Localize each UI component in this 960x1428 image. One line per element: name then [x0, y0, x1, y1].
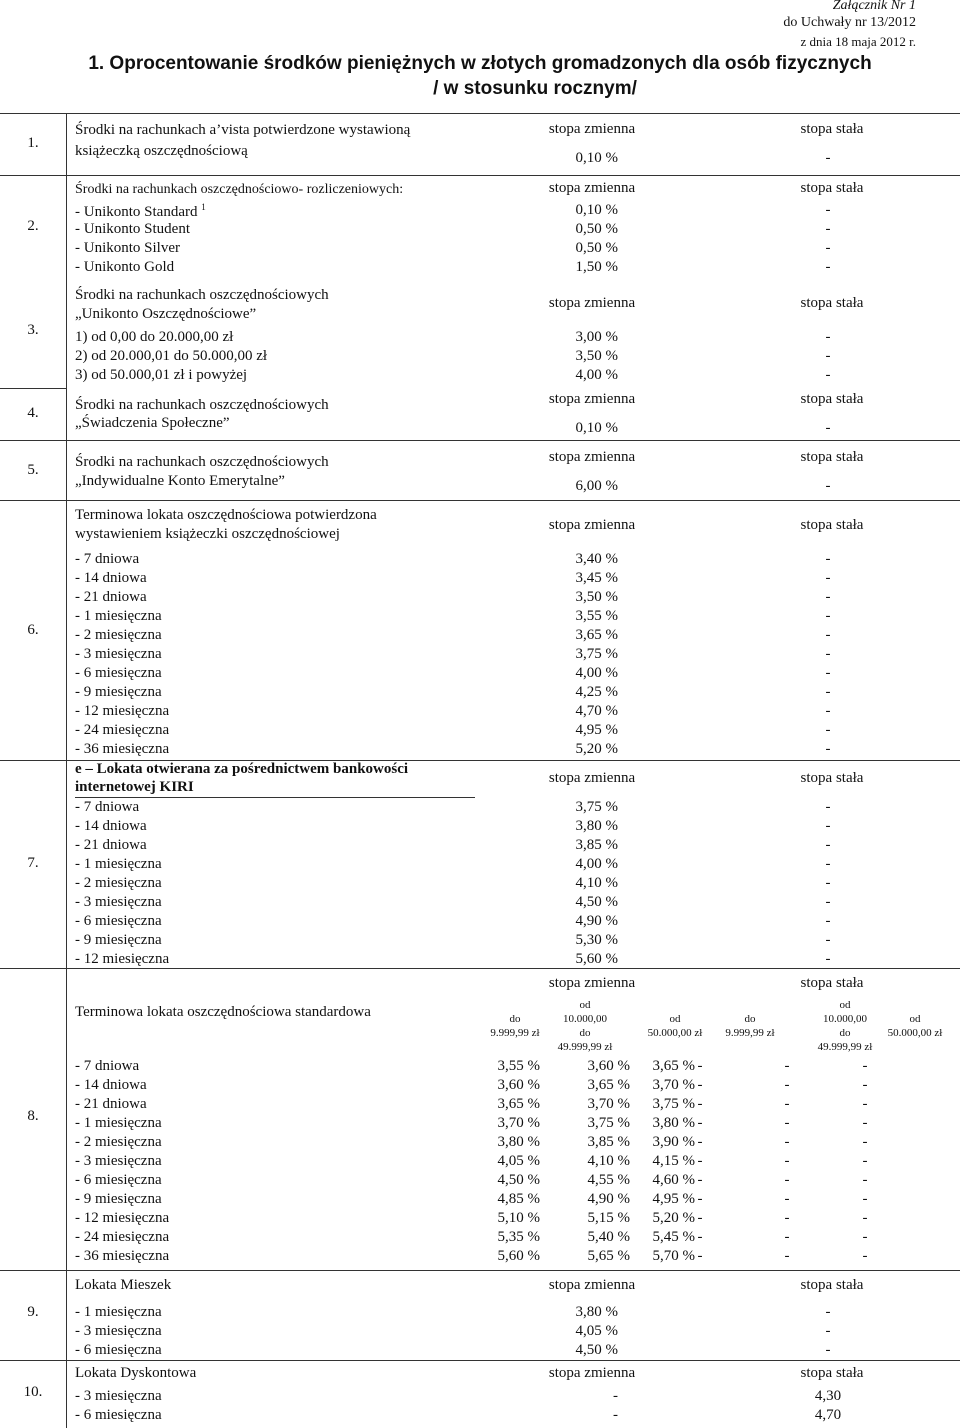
s1-title-line2: książeczką oszczędnościową — [75, 143, 248, 159]
fixed-rate: - — [825, 818, 831, 834]
col-header-fixed: stopa stała — [800, 121, 864, 137]
variable-rate: 3,65 % — [587, 1077, 630, 1093]
row-number: 9. — [27, 1304, 39, 1320]
variable-rate: - — [613, 1388, 618, 1404]
bracket-line: od — [669, 1013, 681, 1025]
fixed-rate: - — [825, 703, 831, 719]
resolution-label: do Uchwały nr 13/2012 — [783, 15, 916, 30]
bracket-line: 10.000,00 — [563, 1013, 607, 1025]
annex-label: Załącznik Nr 1 — [832, 0, 916, 13]
list-item-label: - 14 dniowa — [75, 570, 147, 586]
fixed-rate: - — [825, 894, 831, 910]
list-item-label: - 3 miesięczna — [75, 1153, 162, 1169]
fixed-rate: - — [697, 1248, 703, 1264]
variable-rate: 5,40 % — [587, 1229, 630, 1245]
list-item-label: - 3 miesięczna — [75, 646, 162, 662]
s2-title: Środki na rachunkach oszczędnościowo- rozliczeniowych: — [75, 182, 404, 197]
fixed-rate: - — [697, 1210, 703, 1226]
fixed-rate: - — [784, 1229, 790, 1245]
fixed-rate: - — [697, 1058, 703, 1074]
row-divider — [0, 440, 960, 441]
variable-rate: 3,60 % — [497, 1077, 540, 1093]
variable-rate: 5,60 % — [497, 1248, 540, 1264]
fixed-rate: - — [825, 799, 831, 815]
row-divider — [0, 1270, 960, 1271]
variable-rate: 3,55 % — [497, 1058, 540, 1074]
fixed-rate: - — [825, 608, 831, 624]
variable-rate: 4,55 % — [587, 1172, 630, 1188]
bracket-line: od — [839, 999, 851, 1011]
fixed-rate: - — [825, 837, 831, 853]
variable-rate: 3,50 % — [575, 589, 618, 605]
bracket-line: 10.000,00 — [823, 1013, 867, 1025]
row-number: 10. — [23, 1384, 43, 1400]
fixed-rate: - — [862, 1058, 868, 1074]
col-header-variable: stopa zmienna — [548, 449, 636, 465]
list-item-label: - 12 miesięczna — [75, 951, 170, 967]
bracket-line: 49.999,99 zł — [817, 1041, 873, 1053]
col-header-variable: stopa zmienna — [548, 1277, 636, 1293]
fixed-rate: - — [697, 1115, 703, 1131]
fixed-rate: - — [862, 1172, 868, 1188]
fixed-rate: - — [825, 913, 831, 929]
s6-title-line2: wystawieniem książeczki oszczędnościowej — [75, 526, 340, 542]
col-header-variable: stopa zmienna — [548, 770, 636, 786]
fixed-rate: - — [784, 1058, 790, 1074]
s5-variable-rate: 6,00 % — [575, 478, 618, 494]
variable-rate: 5,15 % — [587, 1210, 630, 1226]
fixed-rate: - — [784, 1172, 790, 1188]
row-number: 1. — [27, 135, 39, 151]
bracket-line: od — [909, 1013, 921, 1025]
list-item-label: - 7 dniowa — [75, 1058, 140, 1074]
list-item-label: - 14 dniowa — [75, 1077, 147, 1093]
variable-rate: 4,90 % — [587, 1191, 630, 1207]
fixed-rate: - — [862, 1115, 868, 1131]
variable-rate: 0,50 % — [575, 240, 618, 256]
variable-rate: 4,50 % — [497, 1172, 540, 1188]
fixed-rate: - — [825, 329, 831, 345]
list-item-label: - 36 miesięczna — [75, 741, 170, 757]
fixed-rate: - — [825, 202, 831, 218]
list-item-label: 2) od 20.000,01 do 50.000,00 zł — [75, 348, 268, 364]
variable-rate: 4,60 % — [652, 1172, 695, 1188]
fixed-rate: - — [697, 1134, 703, 1150]
fixed-rate: - — [697, 1077, 703, 1093]
row-number: 7. — [27, 855, 39, 871]
variable-rate: 5,70 % — [652, 1248, 695, 1264]
variable-rate: 4,95 % — [575, 722, 618, 738]
list-item-label: - Unikonto Standard $^1$ — [75, 202, 206, 220]
variable-rate: 4,85 % — [497, 1191, 540, 1207]
variable-rate: 3,75 % — [652, 1096, 695, 1112]
row-number: 2. — [27, 218, 39, 234]
row-divider — [0, 388, 66, 389]
list-item-label: - 12 miesięczna — [75, 703, 170, 719]
page-subtitle: / w stosunku rocznym/ — [433, 78, 637, 99]
fixed-rate: - — [825, 367, 831, 383]
row-divider — [0, 968, 960, 969]
row-number: 6. — [27, 622, 39, 638]
s6-title-line1: Terminowa lokata oszczędnościowa potwierdzona — [75, 507, 377, 523]
fixed-rate: 4,70 — [814, 1407, 842, 1423]
list-item-label: - 6 miesięczna — [75, 913, 162, 929]
variable-rate: - — [613, 1407, 618, 1423]
variable-rate: 4,05 % — [575, 1323, 618, 1339]
fixed-rate: - — [697, 1172, 703, 1188]
fixed-rate: - — [784, 1248, 790, 1264]
fixed-rate: - — [862, 1134, 868, 1150]
fixed-rate: - — [825, 951, 831, 967]
bracket-line: 50.000,00 zł — [647, 1027, 703, 1039]
bracket-line: 49.999,99 zł — [557, 1041, 613, 1053]
bracket-line: 9.999,99 zł — [725, 1027, 775, 1039]
variable-rate: 3,65 % — [652, 1058, 695, 1074]
fixed-rate: - — [697, 1096, 703, 1112]
col-header-fixed: stopa stała — [800, 180, 864, 196]
variable-rate: 3,45 % — [575, 570, 618, 586]
list-item-label: - 9 miesięczna — [75, 1191, 162, 1207]
fixed-rate: - — [784, 1077, 790, 1093]
s5-title-line1: Środki na rachunkach oszczędnościowych — [75, 454, 329, 470]
bracket-line: do — [839, 1027, 851, 1039]
list-item-label: - Unikonto Gold — [75, 259, 175, 275]
fixed-rate: - — [862, 1248, 868, 1264]
list-item-label: - 3 miesięczna — [75, 1323, 162, 1339]
row-divider — [0, 1360, 960, 1361]
fixed-rate: - — [784, 1096, 790, 1112]
variable-rate: 3,00 % — [575, 329, 618, 345]
variable-rate: 4,70 % — [575, 703, 618, 719]
variable-rate: 4,90 % — [575, 913, 618, 929]
s5-title-line2: „Indywidualne Konto Emerytalne” — [75, 473, 285, 489]
variable-rate: 4,00 % — [575, 856, 618, 872]
list-item-label: - 7 dniowa — [75, 799, 140, 815]
variable-rate: 3,50 % — [575, 348, 618, 364]
list-item-label: - 1 miesięczna — [75, 856, 162, 872]
fixed-rate: - — [862, 1191, 868, 1207]
s7-title-line1: e – Lokata otwierana za pośrednictwem bankowości — [75, 761, 409, 777]
row-divider — [0, 500, 960, 501]
col-header-variable: stopa zmienna — [548, 180, 636, 196]
fixed-rate: - — [825, 856, 831, 872]
variable-rate: 5,10 % — [497, 1210, 540, 1226]
row-divider — [0, 175, 960, 176]
fixed-rate: - — [825, 551, 831, 567]
fixed-rate: - — [825, 240, 831, 256]
variable-rate: 3,65 % — [575, 627, 618, 643]
variable-rate: 0,10 % — [575, 202, 618, 218]
s1-variable-rate: 0,10 % — [575, 150, 618, 166]
list-item-label: - 2 miesięczna — [75, 875, 162, 891]
table-top-border — [0, 113, 960, 114]
list-item-label: - 6 miesięczna — [75, 1172, 162, 1188]
variable-rate: 3,80 % — [575, 1304, 618, 1320]
variable-rate: 3,75 % — [575, 646, 618, 662]
variable-rate: 4,00 % — [575, 367, 618, 383]
list-item-label: - 6 miesięczna — [75, 665, 162, 681]
s7-underline — [75, 797, 475, 798]
fixed-rate: - — [825, 570, 831, 586]
col-header-fixed: stopa stała — [800, 295, 864, 311]
list-item-label: - 1 miesięczna — [75, 608, 162, 624]
fixed-rate: - — [862, 1229, 868, 1245]
list-item-label: - 3 miesięczna — [75, 894, 162, 910]
col-header-variable: stopa zmienna — [548, 295, 636, 311]
fixed-rate: - — [825, 348, 831, 364]
row-number: 3. — [27, 322, 39, 338]
variable-rate: 3,65 % — [497, 1096, 540, 1112]
s10-title: Lokata Dyskontowa — [75, 1365, 197, 1381]
bracket-line: 9.999,99 zł — [490, 1027, 540, 1039]
col-header-variable: stopa zmienna — [548, 121, 636, 137]
fixed-rate: - — [825, 259, 831, 275]
fixed-rate: - — [784, 1210, 790, 1226]
list-item-label: - 6 miesięczna — [75, 1342, 162, 1358]
variable-rate: 3,70 % — [652, 1077, 695, 1093]
row-number: 5. — [27, 462, 39, 478]
fixed-rate: - — [784, 1134, 790, 1150]
fixed-rate: - — [825, 665, 831, 681]
col-header-fixed: stopa stała — [800, 975, 864, 991]
col-header-fixed: stopa stała — [800, 517, 864, 533]
row-number: 8. — [27, 1108, 39, 1124]
fixed-rate: - — [825, 1342, 831, 1358]
col-header-variable: stopa zmienna — [548, 391, 636, 407]
fixed-rate: - — [784, 1191, 790, 1207]
variable-rate: 3,80 % — [652, 1115, 695, 1131]
fixed-rate: - — [784, 1153, 790, 1169]
list-item-label: - 6 miesięczna — [75, 1407, 162, 1423]
variable-rate: 3,85 % — [587, 1134, 630, 1150]
variable-rate: 3,90 % — [652, 1134, 695, 1150]
variable-rate: 3,75 % — [587, 1115, 630, 1131]
list-item-label: - 36 miesięczna — [75, 1248, 170, 1264]
list-item-label: - 2 miesięczna — [75, 1134, 162, 1150]
bracket-line: do — [509, 1013, 521, 1025]
variable-rate: 3,70 % — [497, 1115, 540, 1131]
list-item-label: - 12 miesięczna — [75, 1210, 170, 1226]
variable-rate: 4,50 % — [575, 1342, 618, 1358]
fixed-rate: - — [862, 1077, 868, 1093]
s3-title-line2: „Unikonto Oszczędnościowe” — [75, 306, 257, 322]
variable-rate: 4,05 % — [497, 1153, 540, 1169]
fixed-rate: - — [697, 1191, 703, 1207]
fixed-rate: - — [862, 1153, 868, 1169]
list-item-label: - 21 dniowa — [75, 1096, 147, 1112]
col-header-fixed: stopa stała — [800, 1277, 864, 1293]
list-item-label: - 7 dniowa — [75, 551, 140, 567]
variable-rate: 4,15 % — [652, 1153, 695, 1169]
col-header-fixed: stopa stała — [800, 449, 864, 465]
col-header-variable: stopa zmienna — [548, 517, 636, 533]
variable-rate: 3,40 % — [575, 551, 618, 567]
variable-rate: 4,10 % — [587, 1153, 630, 1169]
variable-rate: 3,60 % — [587, 1058, 630, 1074]
fixed-rate: - — [825, 1323, 831, 1339]
fixed-rate: - — [825, 741, 831, 757]
list-item-label: - 24 miesięczna — [75, 1229, 170, 1245]
variable-rate: 0,50 % — [575, 221, 618, 237]
variable-rate: 3,75 % — [575, 799, 618, 815]
list-item-label: - 14 dniowa — [75, 818, 147, 834]
fixed-rate: - — [825, 932, 831, 948]
variable-rate: 5,35 % — [497, 1229, 540, 1245]
s1-title-line1: Środki na rachunkach a’vista potwierdzone wystawioną — [75, 122, 411, 138]
number-column-divider — [66, 113, 67, 1428]
list-item-label: - 1 miesięczna — [75, 1115, 162, 1131]
s7-title-line2: internetowej KIRI — [75, 779, 194, 795]
fixed-rate: - — [784, 1115, 790, 1131]
s3-title-line1: Środki na rachunkach oszczędnościowych — [75, 287, 329, 303]
fixed-rate: - — [825, 646, 831, 662]
variable-rate: 4,50 % — [575, 894, 618, 910]
list-item-label: - 9 miesięczna — [75, 684, 162, 700]
variable-rate: 5,60 % — [575, 951, 618, 967]
fixed-rate: - — [825, 722, 831, 738]
footnote-marker: 1 — [201, 202, 206, 212]
bracket-line: od — [579, 999, 591, 1011]
variable-rate: 5,65 % — [587, 1248, 630, 1264]
col-header-fixed: stopa stała — [800, 391, 864, 407]
variable-rate: 4,25 % — [575, 684, 618, 700]
list-item-label: - 3 miesięczna — [75, 1388, 162, 1404]
list-item-label: - 24 miesięczna — [75, 722, 170, 738]
s4-title-line1: Środki na rachunkach oszczędnościowych — [75, 397, 329, 413]
date-label: z dnia 18 maja 2012 r. — [800, 34, 916, 49]
list-item-label: - 9 miesięczna — [75, 932, 162, 948]
col-header-variable: stopa zmienna — [548, 975, 636, 991]
variable-rate: 1,50 % — [575, 259, 618, 275]
amount-bracket-header — [540, 998, 630, 1054]
variable-rate: 4,95 % — [652, 1191, 695, 1207]
fixed-rate: - — [862, 1210, 868, 1226]
s1-fixed-rate: - — [825, 150, 831, 166]
variable-rate: 3,80 % — [575, 818, 618, 834]
col-header-variable: stopa zmienna — [548, 1365, 636, 1381]
variable-rate: 5,45 % — [652, 1229, 695, 1245]
variable-rate: 4,10 % — [575, 875, 618, 891]
variable-rate: 3,85 % — [575, 837, 618, 853]
fixed-rate: - — [697, 1229, 703, 1245]
list-item-label: 3) od 50.000,01 zł i powyżej — [75, 367, 248, 383]
fixed-rate: - — [825, 684, 831, 700]
bracket-line: do — [744, 1013, 756, 1025]
s8-title: Terminowa lokata oszczędnościowa standardowa — [75, 1004, 371, 1020]
fixed-rate: - — [825, 221, 831, 237]
s4-fixed-rate: - — [825, 420, 831, 436]
variable-rate: 5,30 % — [575, 932, 618, 948]
s4-variable-rate: 0,10 % — [575, 420, 618, 436]
fixed-rate: 4,30 — [814, 1388, 842, 1404]
page-title: 1. Oprocentowanie środków pieniężnych w złotych gromadzonych dla osób fizycznych — [88, 53, 872, 74]
variable-rate: 3,55 % — [575, 608, 618, 624]
variable-rate: 4,00 % — [575, 665, 618, 681]
fixed-rate: - — [862, 1096, 868, 1112]
fixed-rate: - — [825, 627, 831, 643]
variable-rate: 3,70 % — [587, 1096, 630, 1112]
variable-rate: 3,80 % — [497, 1134, 540, 1150]
list-item-label: - 21 dniowa — [75, 837, 147, 853]
fixed-rate: - — [825, 875, 831, 891]
s4-title-line2: „Świadczenia Społeczne” — [75, 415, 230, 431]
list-item-label: - Unikonto Student — [75, 221, 190, 237]
fixed-rate: - — [825, 1304, 831, 1320]
col-header-fixed: stopa stała — [800, 770, 864, 786]
list-item-label: 1) od 0,00 do 20.000,00 zł — [75, 329, 234, 345]
amount-bracket-header — [870, 1012, 960, 1040]
fixed-rate: - — [697, 1153, 703, 1169]
list-item-label: - Unikonto Silver — [75, 240, 180, 256]
variable-rate: 5,20 % — [652, 1210, 695, 1226]
list-item-label: - 1 miesięczna — [75, 1304, 162, 1320]
s9-title: Lokata Mieszek — [75, 1277, 172, 1293]
list-item-label: - 2 miesięczna — [75, 627, 162, 643]
row-number: 4. — [27, 405, 39, 421]
amount-bracket-header — [705, 1012, 795, 1040]
variable-rate: 5,20 % — [575, 741, 618, 757]
col-header-fixed: stopa stała — [800, 1365, 864, 1381]
fixed-rate: - — [825, 589, 831, 605]
list-item-label: - 21 dniowa — [75, 589, 147, 605]
bracket-line: do — [579, 1027, 591, 1039]
s5-fixed-rate: - — [825, 478, 831, 494]
bracket-line: 50.000,00 zł — [887, 1027, 943, 1039]
